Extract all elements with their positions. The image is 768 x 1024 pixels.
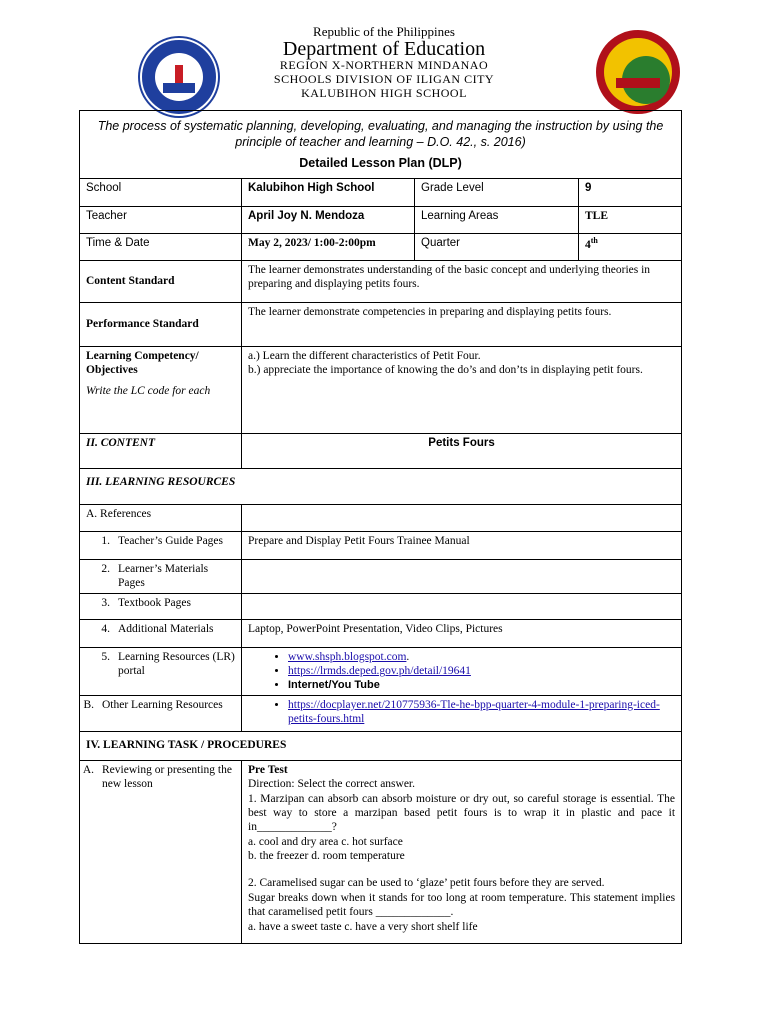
resource-label: Learning Resources (LR) portal [118, 650, 235, 678]
quarter-label: Quarter [415, 234, 579, 261]
performance-standard-text: The learner demonstrate competencies in preparing and displaying petits fours. [242, 303, 682, 347]
competency-label: Learning Competency/ Objectives [86, 350, 199, 377]
resource-item-3 [80, 593, 242, 619]
lr-link-dot: . [406, 650, 410, 663]
competency-cell [80, 347, 242, 434]
resources-label: III. LEARNING RESOURCES [80, 469, 682, 505]
procedure-a-cell [80, 760, 242, 943]
division-line: SCHOOLS DIVISION OF ILIGAN CITY [273, 72, 495, 86]
resource-value: Laptop, PowerPoint Presentation, Video Clips, Pictures [242, 619, 682, 647]
do-statement: The process of systematic planning, developing, evaluating, and managing the instruction by using the principle of teacher and learning – D.O. 42., s. 2016) [97, 119, 664, 149]
pretest-direction: Direction: Select the correct answer. [248, 778, 415, 791]
dlp-title: Detailed Lesson Plan (DLP) [299, 156, 462, 171]
resource-num: 5. [101, 650, 110, 663]
grade-label: Grade Level [415, 179, 579, 207]
resource-item-4 [80, 619, 242, 647]
school-line: KALUBIHON HIGH SCHOOL [301, 86, 467, 100]
other-label: Other Learning Resources [102, 698, 223, 711]
lr-portal-links [242, 647, 682, 695]
resource-value [242, 560, 682, 594]
other-resources-link[interactable]: https://docplayer.net/210775936-Tle-he-bpp-quarter-4-module-1-preparing-iced-petits-fours.html [288, 698, 660, 726]
school-label: School [80, 179, 242, 207]
other-num: B. [83, 698, 94, 711]
grade-value: 9 [579, 179, 682, 207]
objectives-cell [242, 347, 682, 434]
other-resources-item [80, 695, 242, 731]
time-value: May 2, 2023/ 1:00-2:00pm [242, 234, 415, 261]
pretest-title: Pre Test [248, 763, 288, 776]
content-standard-text: The learner demonstrates understanding of the basic concept and underlying theories in preparing and displaying petits fours. [242, 261, 682, 303]
resource-item-2 [80, 560, 242, 594]
resource-num: 4. [101, 622, 110, 635]
content-standard-label: Content Standard [80, 261, 242, 303]
department-title: Department of Education [282, 38, 486, 60]
teacher-label: Teacher [80, 207, 242, 234]
performance-standard-label: Performance Standard [80, 303, 242, 347]
procedure-a-label: Reviewing or presenting the new lesson [102, 763, 232, 791]
region-line: REGION X-NORTHERN MINDANAO [279, 58, 489, 72]
resource-num: 3. [101, 596, 110, 609]
content-label: II. CONTENT [80, 434, 242, 469]
school-value: Kalubihon High School [242, 179, 415, 207]
quarter-suffix: th [590, 236, 598, 245]
procedures-label: IV. LEARNING TASK / PROCEDURES [80, 731, 682, 760]
lr-link[interactable]: https://lrmds.deped.gov.ph/detail/19641 [288, 665, 471, 678]
procedure-a-num: A. [82, 763, 94, 776]
resource-value: Prepare and Display Petit Fours Trainee Manual [242, 532, 682, 560]
time-label: Time & Date [80, 234, 242, 261]
question-2-continued: Sugar breaks down when it stands for too long at room temperature. This statement implies that caramelised petit fours _____________. [248, 891, 676, 919]
resource-label: Textbook Pages [118, 596, 191, 609]
republic-line: Republic of the Philippines [313, 24, 455, 39]
resource-item-1 [80, 532, 242, 560]
question-1-choices-ac: a. cool and dry area c. hot surface [248, 835, 403, 848]
intro-cell [80, 111, 682, 179]
references-label: A. References [80, 505, 242, 532]
resource-value [242, 593, 682, 619]
lesson-plan-table [79, 110, 682, 944]
question-1-choices-bd: b. the freezer d. room temperature [248, 850, 405, 862]
lr-internet: • Internet/You Tube [288, 679, 675, 693]
question-1: 1. Marzipan can absorb can absorb moisture or dry out, so careful storage is essential. The best way to store a marzipan based petit fours is to wrap it in plastic and pace it in_____________? [248, 792, 676, 834]
resource-item-5 [80, 647, 242, 695]
objective-b: b.) appreciate the importance of knowing the do’s and don’ts in displaying petit fours. [248, 364, 643, 377]
objective-a: a.) Learn the different characteristics of Petit Four. [248, 350, 481, 362]
competency-note: Write the LC code for each [86, 384, 211, 397]
references-value [242, 505, 682, 532]
pretest-cell [242, 760, 682, 943]
content-value: Petits Fours [242, 434, 682, 469]
lr-link[interactable]: www.shsph.blogspot.com [288, 650, 407, 663]
area-label: Learning Areas [415, 207, 579, 234]
area-value: TLE [579, 207, 682, 234]
resource-num: 2. [101, 563, 110, 575]
resource-label: Additional Materials [118, 622, 214, 635]
quarter-value [579, 234, 682, 261]
other-resources-link-cell [242, 695, 682, 731]
question-2: 2. Caramelised sugar can be used to ‘glaze’ petit fours before they are served. [248, 877, 605, 890]
resource-label: Teacher’s Guide Pages [118, 535, 223, 547]
resource-num: 1. [101, 535, 110, 547]
resource-label: Learner’s Materials Pages [118, 563, 209, 590]
teacher-value: April Joy N. Mendoza [242, 207, 415, 234]
quarter-number: 4 [585, 238, 591, 251]
question-2-choices-ac: a. have a sweet taste c. have a very short shelf life [248, 920, 478, 933]
